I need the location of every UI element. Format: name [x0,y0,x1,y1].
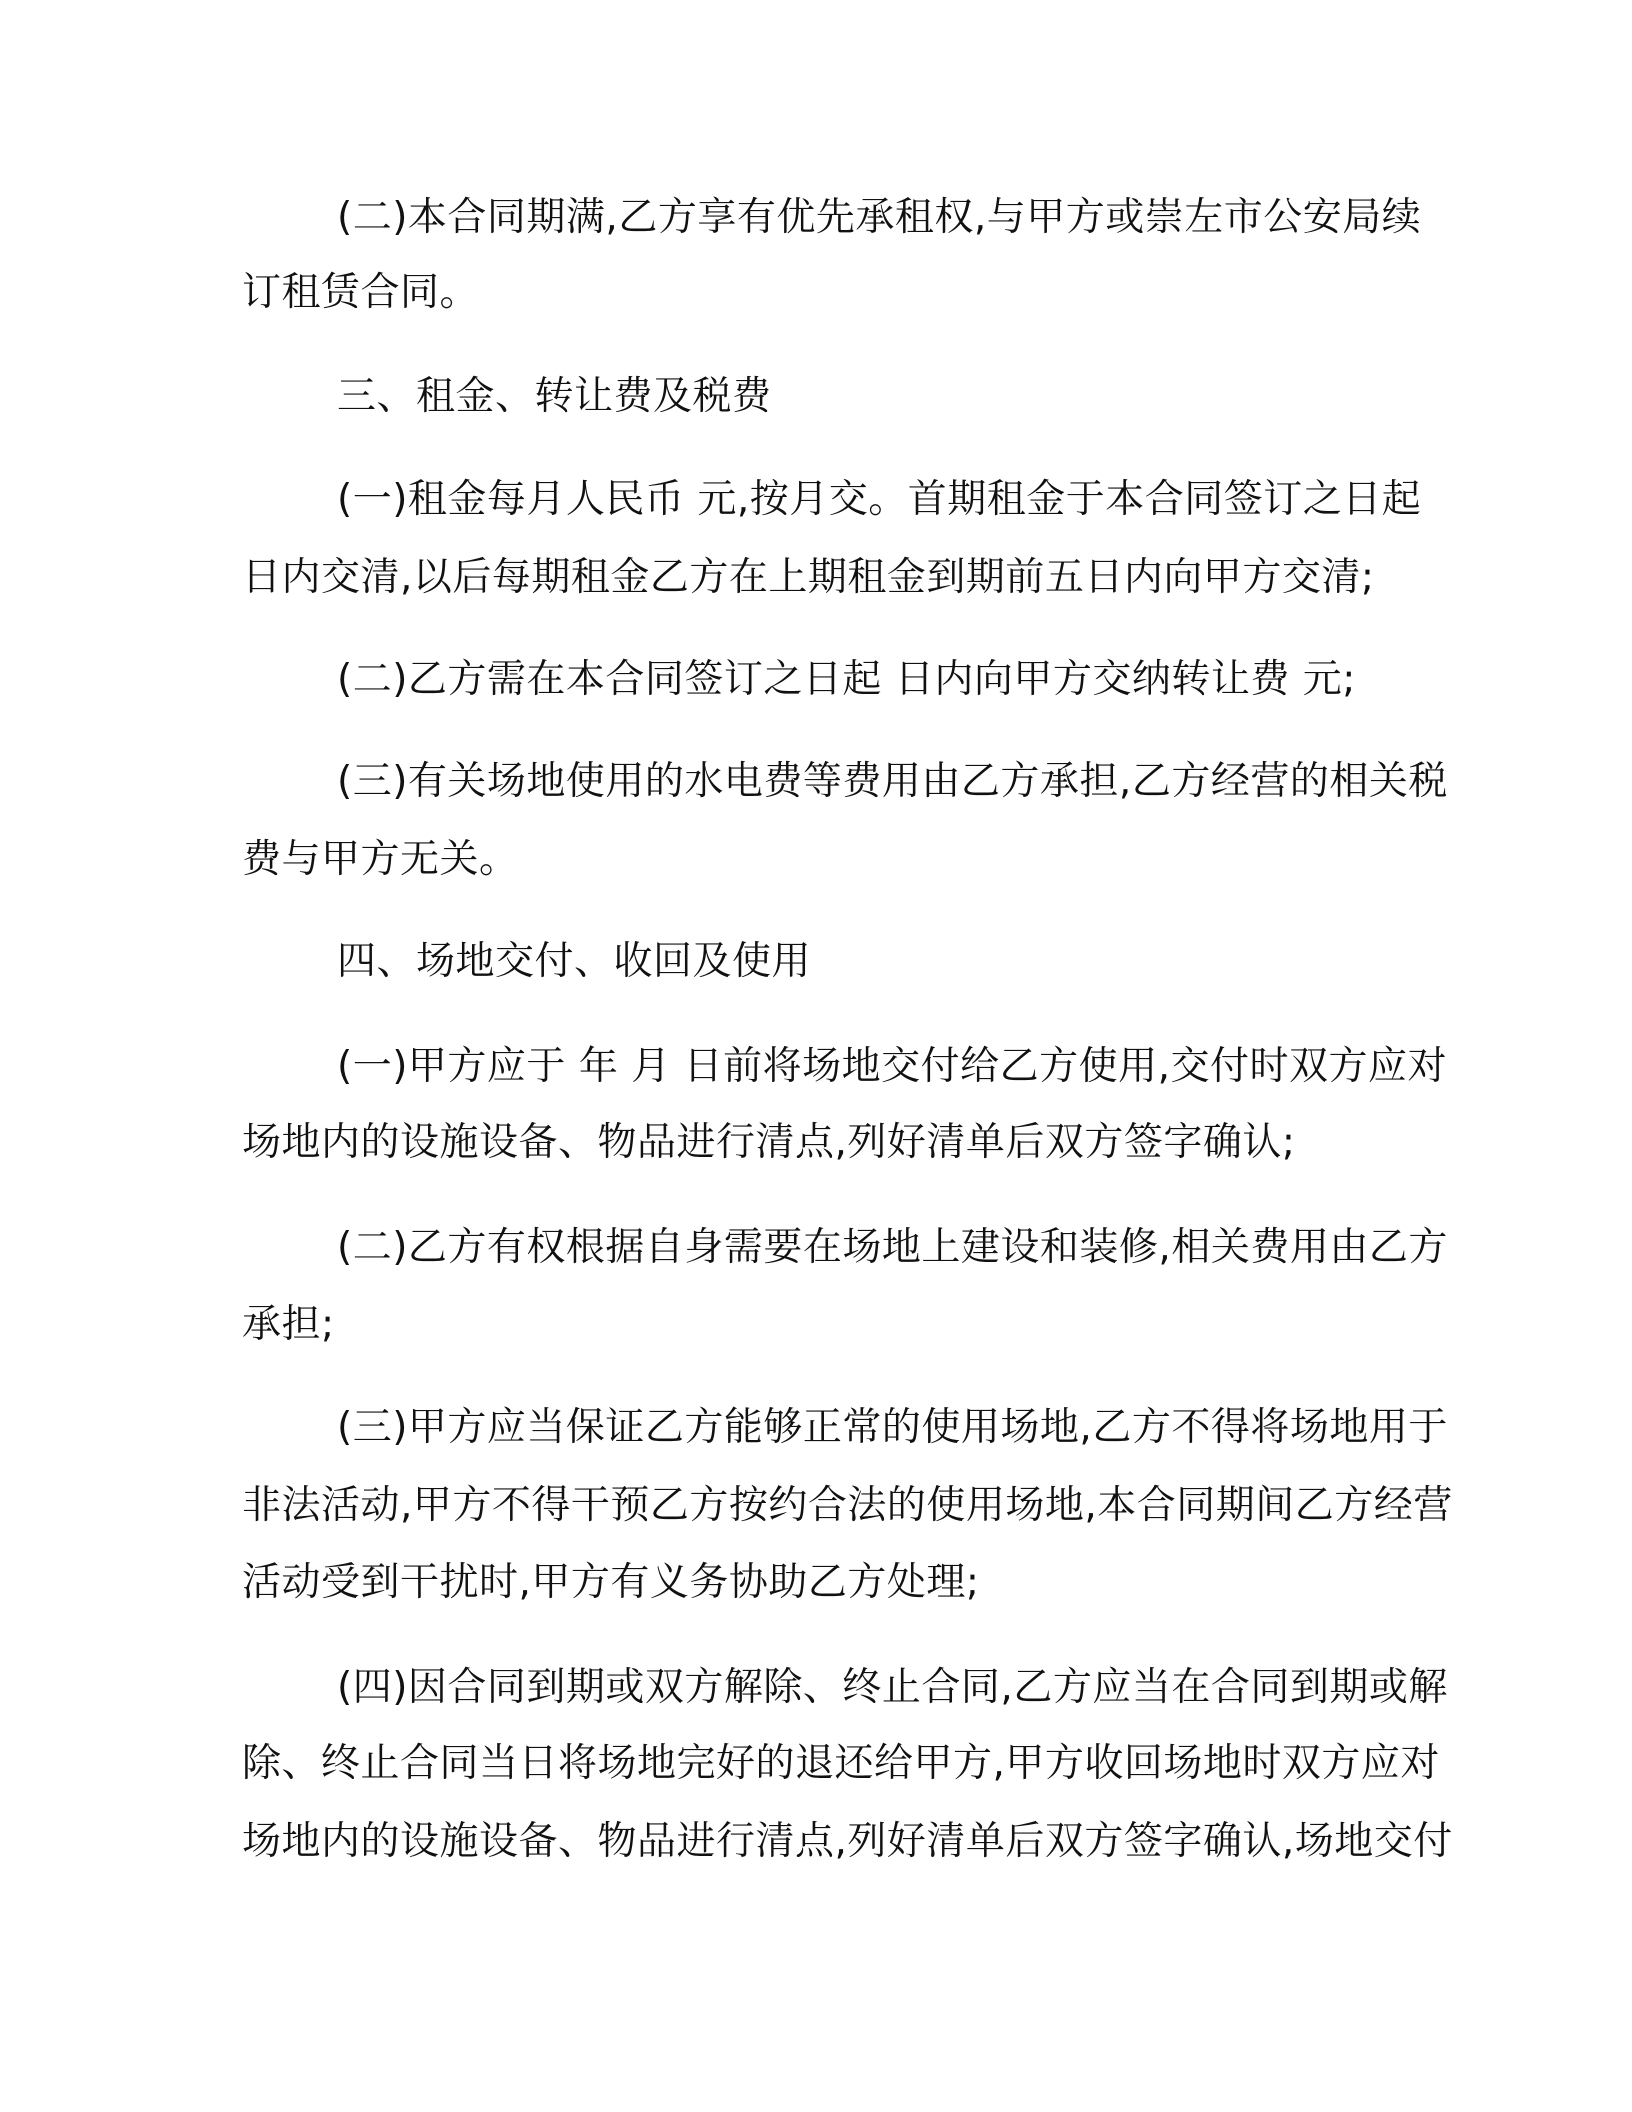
text-line: 订租赁合同。 [242,270,480,315]
text-line: 非法活动,甲方不得干预乙方按约合法的使用场地,本合同期间乙方经营 [242,1483,1453,1528]
text-line: 承担; [242,1302,335,1347]
text-line: 除、终止合同当日将场地完好的退还给甲方,甲方收回场地时双方应对 [242,1741,1440,1786]
text-line-clause-4-4: (四)因合同到期或双方解除、终止合同,乙方应当在合同到期或解 [337,1665,1448,1710]
section-heading-3: 三、租金、转让费及税费 [337,374,772,419]
text-line: 费与甲方无关。 [242,837,519,882]
text-line-clause-4-3: (三)甲方应当保证乙方能够正常的使用场地,乙方不得将场地用于 [337,1405,1448,1450]
text-line: 活动受到干扰时,甲方有义务协助乙方处理; [242,1560,980,1605]
text-line: 日内交清,以后每期租金乙方在上期租金到期前五日内向甲方交清; [242,555,1375,600]
text-line-clause-3-1: (一)租金每月人民币 元,按月交。首期租金于本合同签订之日起 [337,477,1422,522]
section-heading-4: 四、场地交付、收回及使用 [337,939,812,984]
text-line-clause-2-2: (二)本合同期满,乙方享有优先承租权,与甲方或崇左市公安局续 [337,195,1422,240]
text-line: 场地内的设施设备、物品进行清点,列好清单后双方签字确认; [242,1120,1296,1165]
text-line-clause-4-2: (二)乙方有权根据自身需要在场地上建设和装修,相关费用由乙方 [337,1225,1448,1270]
text-line: 场地内的设施设备、物品进行清点,列好清单后双方签字确认,场地交付 [242,1819,1453,1864]
text-line-clause-3-2: (二)乙方需在本合同签订之日起 日内向甲方交纳转让费 元; [337,657,1356,702]
text-line-clause-3-3: (三)有关场地使用的水电费等费用由乙方承担,乙方经营的相关税 [337,759,1448,804]
text-line-clause-4-1: (一)甲方应于 年 月 日前将场地交付给乙方使用,交付时双方应对 [337,1044,1448,1089]
